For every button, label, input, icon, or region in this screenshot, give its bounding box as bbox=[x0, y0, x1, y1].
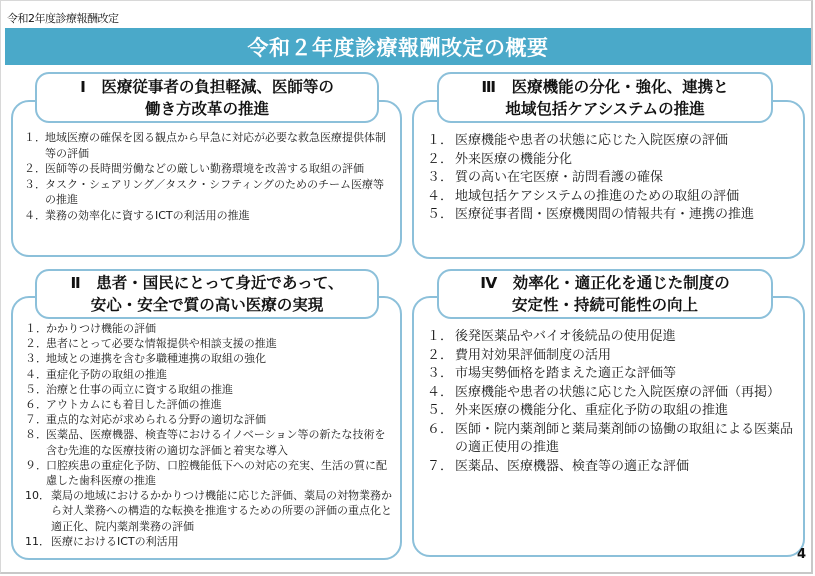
section-3-heading bbox=[437, 72, 773, 123]
document-label: 令和2年度診療報酬改定 bbox=[7, 12, 119, 25]
section-1-heading bbox=[35, 72, 379, 123]
section-2-heading bbox=[35, 269, 379, 319]
list-item: ３． タスク・シェアリング／タスク・シフティングのためのチーム医療等の推進 bbox=[24, 177, 385, 206]
list-item: 10． 薬局の地域におけるかかりつけ機能に応じた評価、薬局の対物業務から対人業務への構造的な転換を推進するための所要の評価の重点化と適正化、院内薬剤業務の評価 bbox=[25, 489, 392, 533]
list-item: ２． 医師等の長時間労働などの厳しい勤務環境を改善する取組の評価 bbox=[24, 162, 364, 175]
section-1-heading-line1: Ⅰ 医療従事者の負担軽減、医師等の bbox=[80, 77, 334, 96]
list-item: ２． 外来医療の機能分化 bbox=[427, 151, 573, 167]
list-item: ３． 地域との連携を含む多職種連携の取組の強化 bbox=[25, 352, 266, 366]
list-item: ７． 医薬品、医療機器、検査等の適正な評価 bbox=[427, 458, 690, 474]
list-item: ５． 治療と仕事の両立に資する取組の推進 bbox=[25, 382, 233, 396]
section-4-list bbox=[427, 328, 797, 476]
list-item: １． かかりつけ機能の評価 bbox=[25, 322, 156, 335]
section-1-list bbox=[24, 130, 392, 223]
list-item: １． 医療機能や患者の状態に応じた入院医療の評価 bbox=[427, 133, 729, 148]
list-item: １． 後発医薬品やバイオ後続品の使用促進 bbox=[427, 329, 676, 344]
list-item: ５． 外来医療の機能分化、重症化予防の取組の推進 bbox=[427, 403, 729, 418]
section-2-list bbox=[25, 321, 393, 549]
list-item: ６． 医師・院内薬剤師と薬局薬剤師の協働の取組による医薬品の適正使用の推進 bbox=[427, 421, 794, 455]
list-item: ７． 重点的な対応が求められる分野の適切な評価 bbox=[25, 413, 266, 427]
section-2-heading-line1: Ⅱ 患者・国民にとって身近であって、 bbox=[70, 274, 344, 292]
list-item: ５． 医療従事者間・医療機関間の情報共有・連携の推進 bbox=[427, 207, 755, 222]
section-4-heading-line1: Ⅳ 効率化・適正化を通じた制度の bbox=[480, 274, 730, 292]
list-item: １． 地域医療の確保を図る観点から早急に対応が必要な救急医療提供体制等の評価 bbox=[24, 131, 386, 160]
title-bar bbox=[5, 28, 811, 65]
list-item: ６． アウトカムにも着目した評価の推進 bbox=[25, 398, 222, 412]
page-number: 4 bbox=[797, 547, 807, 562]
list-item: 11． 医療におけるICTの利活用 bbox=[25, 534, 179, 548]
list-item: ８． 医薬品、医療機器、検査等におけるイノベーション等の新たな技術を含む先進的な医療技術の適切な評価と着実な導入 bbox=[25, 428, 386, 457]
list-item: ２． 患者にとって必要な情報提供や相談支援の推進 bbox=[25, 337, 277, 351]
section-3-list bbox=[427, 132, 799, 225]
page-title: 令和２年度診療報酬改定の概要 bbox=[247, 35, 549, 60]
list-item: ４． 地域包括ケアシステムの推進のための取組の評価 bbox=[427, 188, 740, 204]
list-item: ３． 市場実勢価格を踏まえた適正な評価等 bbox=[427, 366, 677, 381]
section-1-heading-line2: 働き方改革の推進 bbox=[144, 99, 269, 118]
list-item: ４． 医療機能や患者の状態に応じた入院医療の評価（再掲） bbox=[427, 384, 781, 400]
list-item: ２． 費用対効果評価制度の活用 bbox=[427, 347, 612, 363]
list-item: ４． 重症化予防の取組の推進 bbox=[25, 367, 167, 381]
section-3-heading-line2: 地域包括ケアシステムの推進 bbox=[505, 99, 705, 118]
list-item: ４． 業務の効率化に資するICTの利活用の推進 bbox=[24, 208, 250, 222]
section-3-heading-line1: Ⅲ 医療機能の分化・強化、連携と bbox=[481, 77, 729, 96]
section-4-heading bbox=[437, 269, 773, 319]
list-item: ３． 質の高い在宅医療・訪問看護の確保 bbox=[427, 170, 664, 185]
section-4-heading-line2: 安定性・持続可能性の向上 bbox=[511, 296, 698, 314]
list-item: ９． 口腔疾患の重症化予防、口腔機能低下への対応の充実、生活の質に配慮した歯科医療の推進 bbox=[25, 458, 387, 488]
section-2-heading-line2: 安心・安全で質の高い医療の実現 bbox=[90, 296, 324, 314]
